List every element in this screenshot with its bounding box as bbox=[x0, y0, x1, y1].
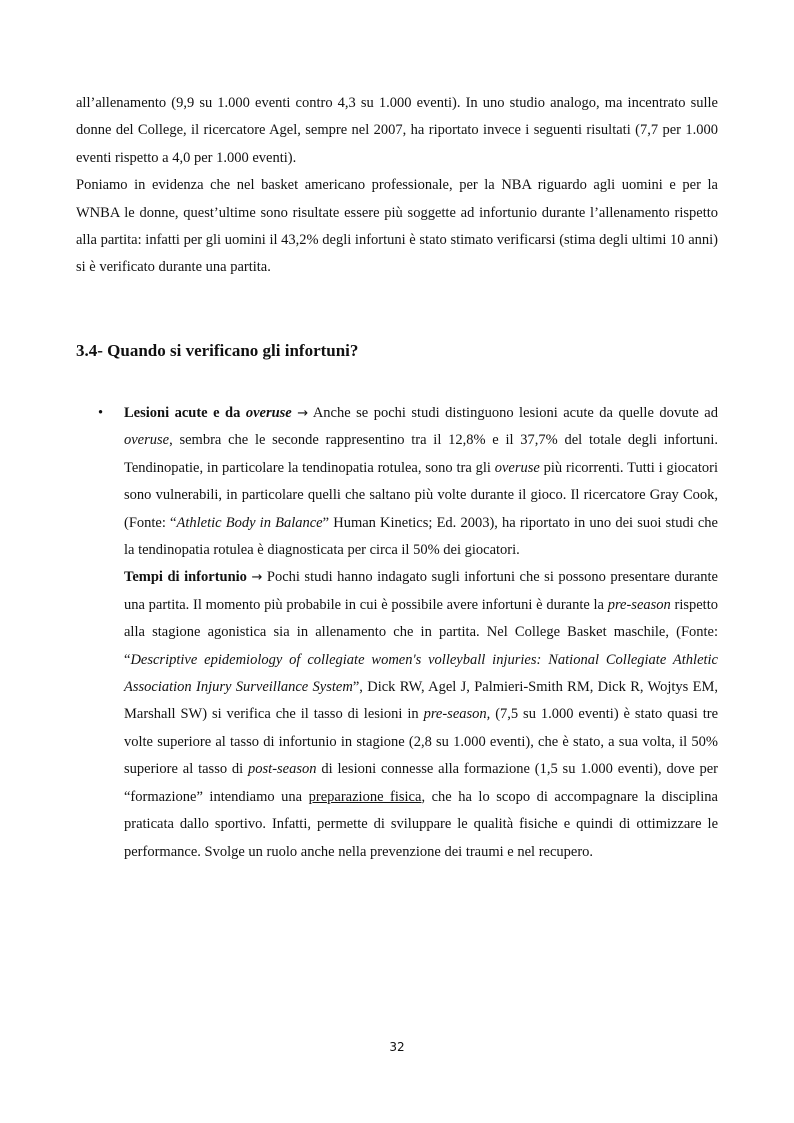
text-run: ” Human Kinetics; Ed. 2003), ha riportato in uno dei suoi studi che la tendinopatia rotulea è diagnosticata per circa il 50% dei giocatori. bbox=[124, 514, 718, 559]
section-heading: 3.4- Quando si verificano gli infortuni? bbox=[76, 341, 359, 360]
text-run: preparazione fisica bbox=[308, 788, 422, 805]
text-run: rispetto alla stagione agonistica sia in allenamento che in partita. Nel College Basket maschile, (Fonte: “ bbox=[124, 596, 718, 668]
paragraph-nba-wnba bbox=[76, 172, 718, 282]
body-text bbox=[76, 90, 718, 282]
text-run: post-season bbox=[248, 761, 317, 778]
text-run: all’allenamento (9,9 su 1.000 eventi contro 4,3 su 1.000 eventi). In uno studio analogo, ma incentrato sulle donne del College, il ricercatore Agel, sempre nel 2007, ha riportato invece i seguenti risultati (7,7 per 1.000 eventi rispetto a 4,0 per 1.000 eventi). bbox=[76, 95, 718, 166]
arrow-right-icon: → bbox=[251, 570, 263, 586]
text-run: overuse bbox=[245, 405, 292, 421]
text-run: pre-season, bbox=[423, 706, 491, 723]
bullet-item-injury-timing bbox=[124, 564, 718, 865]
text-run: di lesioni connesse alla formazione (1,5 su 1.000 eventi), dove per “formazione” intendiamo una bbox=[124, 761, 718, 805]
page-number: 32 bbox=[389, 1040, 405, 1054]
text-run: overuse bbox=[494, 459, 540, 476]
text-run: Tempi di infortunio bbox=[124, 569, 252, 586]
text-run: Lesioni acute e da bbox=[124, 405, 246, 421]
text-run: Poniamo in evidenza che nel basket americano professionale, per la NBA riguardo agli uomini e per la WNBA le donne, quest’ultime sono risultate essere più soggette ad infortunio durante l’allenamento rispetto alla partita: infatti per gli uomini il 43,2% degli infortuni è stato stimato verificarsi (stima degli ultimi 10 anni) si è verificato durante una partita. bbox=[76, 177, 718, 276]
text-run: overuse bbox=[124, 432, 170, 449]
text-run: più ricorrenti. Tutti i giocatori sono vulnerabili, in particolare quelli che saltano più volte durante il gioco. Il ricercatore Gray Cook, (Fonte: “ bbox=[124, 459, 718, 531]
bullet-item-acute-overuse bbox=[124, 400, 718, 564]
bullet-dot-icon: • bbox=[98, 405, 104, 421]
text-run: , sembra che le seconde rappresentino tra il 12,8% e il 37,7% del totale degli infortuni. Tendinopatie, in particolare la tendinopatia rotulea, sono tra gli bbox=[124, 432, 718, 476]
text-run: Athletic Body in Balance bbox=[176, 514, 323, 531]
text-run: , che ha lo scopo di accompagnare la disciplina praticata dallo sportivo. Infatti, permette di sviluppare le qualità fisiche e quindi di ottimizzare le performance. Svolge un ruolo anche nella prevenzione dei traumi e nel recupero. bbox=[124, 788, 718, 860]
text-run: Pochi studi hanno indagato sugli infortuni che si possono presentare durante una partita. Il momento più probabile in cui è possibile avere infortuni è durante la bbox=[124, 569, 718, 613]
text-run: pre-season bbox=[607, 596, 671, 613]
arrow-right-icon: → bbox=[297, 406, 309, 421]
text-run: ”, Dick RW, Agel J, Palmieri-Smith RM, Dick R, Wojtys EM, Marshall SW) si verifica che il tasso di lesioni in bbox=[124, 679, 718, 723]
text-run: (7,5 su 1.000 eventi) è stato quasi tre volte superiore al tasso di infortunio in stagione (2,8 su 1.000 eventi), che è stato, a sua volta, il 50% superiore al tasso di bbox=[124, 706, 719, 778]
bullet-list bbox=[98, 400, 719, 866]
paragraph-agel-study bbox=[76, 90, 718, 172]
text-run: Anche se pochi studi distinguono lesioni acute da quelle dovute ad bbox=[308, 405, 718, 421]
text-run: Descriptive epidemiology of collegiate women's volleyball injuries: National Collegiate Athletic Association Injury Surveillance System bbox=[124, 651, 718, 696]
